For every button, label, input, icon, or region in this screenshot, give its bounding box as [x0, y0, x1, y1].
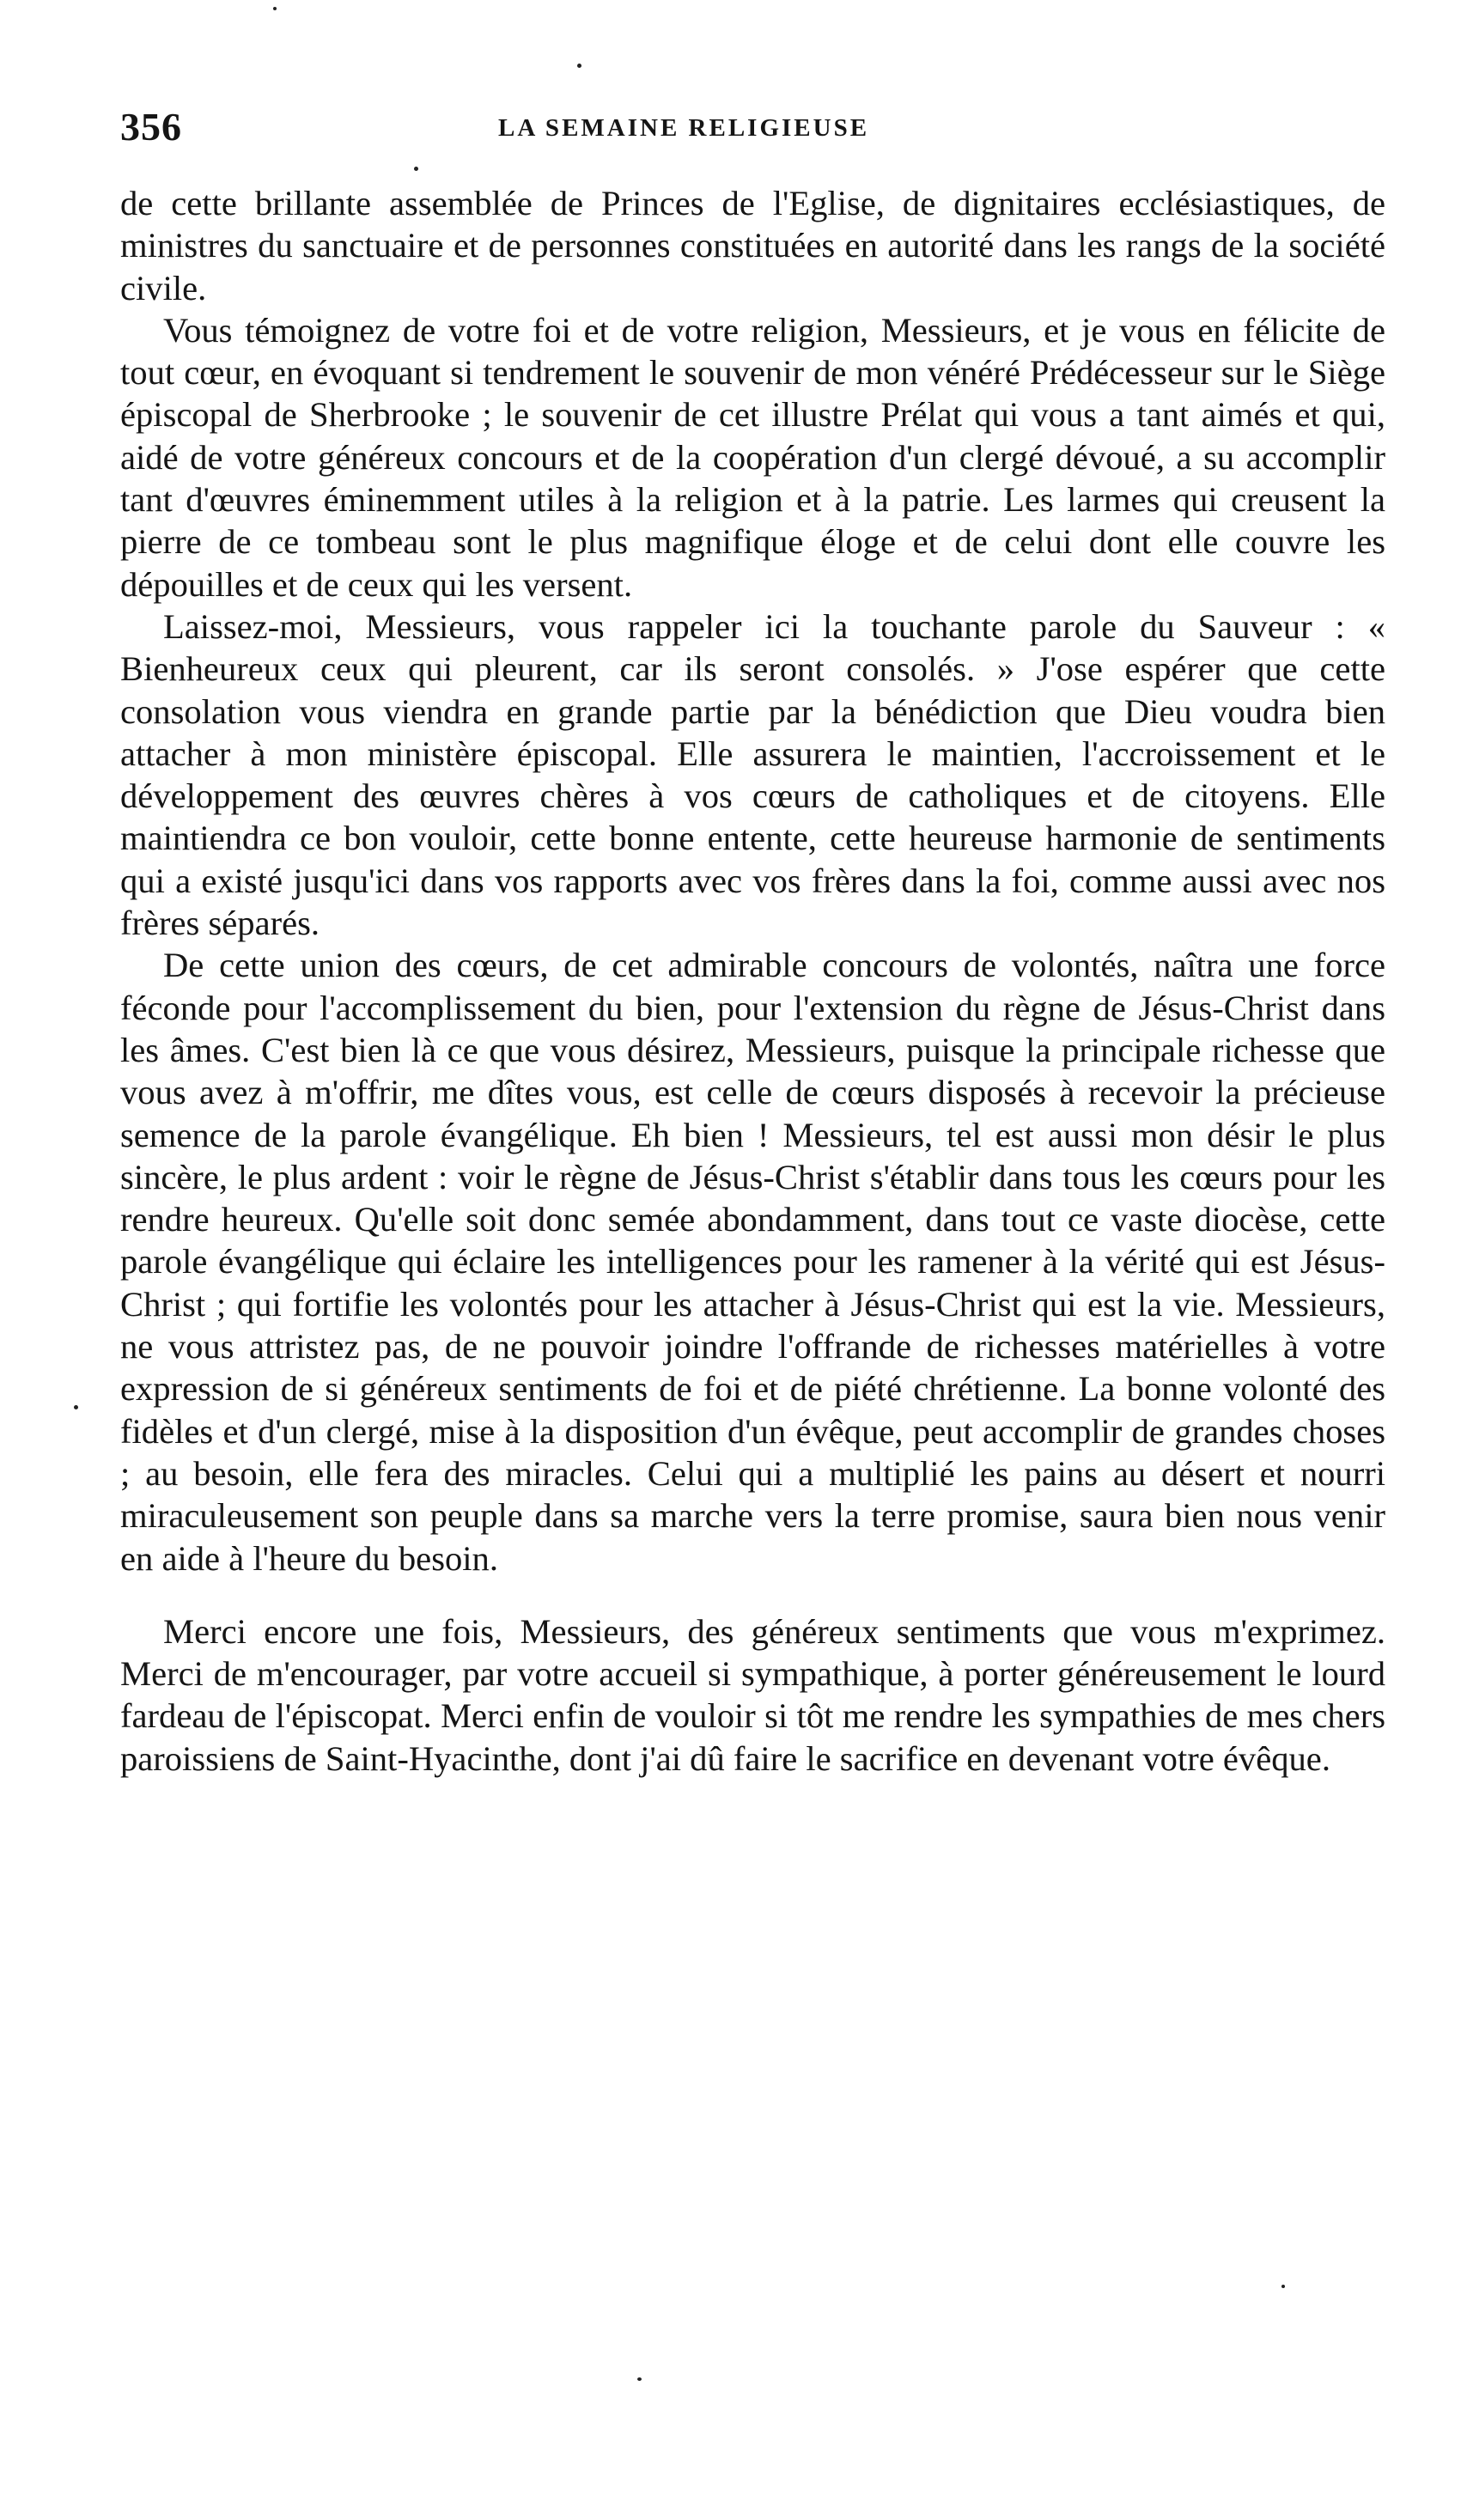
scan-speck [577, 64, 581, 68]
paragraph-continuation: de cette brillante assemblée de Princes de l'Eglise, de dignitaires ecclésiastiques, de ministres du sanctuaire et de personnes constituées en autorité dans les rangs de la société civile. [120, 184, 1385, 307]
scan-speck [637, 2377, 642, 2381]
running-title: LA SEMAINE RELIGIEUSE [498, 114, 870, 142]
scan-speck [1281, 2285, 1285, 2288]
scan-speck [414, 167, 418, 171]
paragraph-predecessor: Vous témoignez de votre foi et de votre religion, Messieurs, et je vous en félicite de tout cœur, en évoquant si tendrement le souvenir de mon vénéré Prédécesseur sur le Siège épiscopal de Sherbrooke ; le souvenir de cet illustre Prélat qui vous a tant aimés et qui, aidé de votre généreux concours et de la coopération d'un clergé dévoué, a su accomplir tant d'œuvres éminemment utiles à la religion et à la patrie. Les larmes qui creusent la pierre de ce tombeau sont le plus magnifique éloge et de celui dont elle couvre les dépouilles et de ceux qui les versent. [120, 310, 1385, 604]
scan-speck [74, 1405, 78, 1409]
running-head [120, 101, 1383, 153]
body-text [120, 182, 1385, 1780]
paragraph-union: De cette union des cœurs, de cet admirable concours de volontés, naîtra une force féconde pour l'accomplissement du bien, pour l'extension du règne de Jésus-Christ dans les âmes. C'est bien là ce que vous désirez, Messieurs, puisque la principale richesse que vous avez à m'offrir, me dîtes vous, est celle de cœurs disposés à recevoir la précieuse semence de la parole évangélique. Eh bien ! Messieurs, tel est aussi mon désir le plus sincère, le plus ardent : voir le règne de Jésus-Christ s'établir dans tous les cœurs pour les rendre heureux. Qu'elle soit donc semée abondamment, dans tout ce vaste diocèse, cette parole évangélique qui éclaire les intelligences pour les ramener à la vérité qui est Jésus-Christ ; qui fortifie les volontés pour les attacher à Jésus-Christ qui est la vie. Messieurs, ne vous attristez pas, de ne pouvoir joindre l'offrande de richesses matérielles à votre expression de si généreux sentiments de foi et de piété chrétienne. La bonne volonté des fidèles et d'un clergé, mise à la disposition d'un évêque, peut accomplir de grandes choses ; au besoin, elle fera des miracles. Celui qui a multiplié les pains au désert et nourri miraculeusement son peuple dans sa marche vers la terre promise, saura bien nous venir en aide à l'heure du besoin. [120, 946, 1385, 1578]
paragraph-thanks: Merci encore une fois, Messieurs, des généreux sentiments que vous m'exprimez. Merci de m'encourager, par votre accueil si sympathique, à porter généreusement le lourd fardeau de l'épiscopat. Merci enfin de vouloir si tôt me rendre les sympathies de mes chers paroissiens de Saint-Hyacinthe, dont j'ai dû faire le sacrifice en devenant votre évêque. [120, 1611, 1385, 1778]
paragraph-consolation: Laissez-moi, Messieurs, vous rappeler ici la touchante parole du Sauveur : « Bienheureux ceux qui pleurent, car ils seront consolés. » J'ose espérer que cette consolation vous viendra en grande partie par la bénédiction que Dieu voudra bien attacher à mon ministère épiscopal. Elle assurera le maintien, l'accroissement et le développement des œuvres chères à vos cœurs de catholiques et de citoyens. Elle maintiendra ce bon vouloir, cette bonne entente, cette heureuse harmonie de sentiments qui a existé jusqu'ici dans vos rapports avec vos frères dans la foi, comme aussi avec nos frères séparés. [120, 606, 1385, 943]
page-number: 356 [120, 105, 182, 149]
scan-speck [273, 7, 277, 10]
